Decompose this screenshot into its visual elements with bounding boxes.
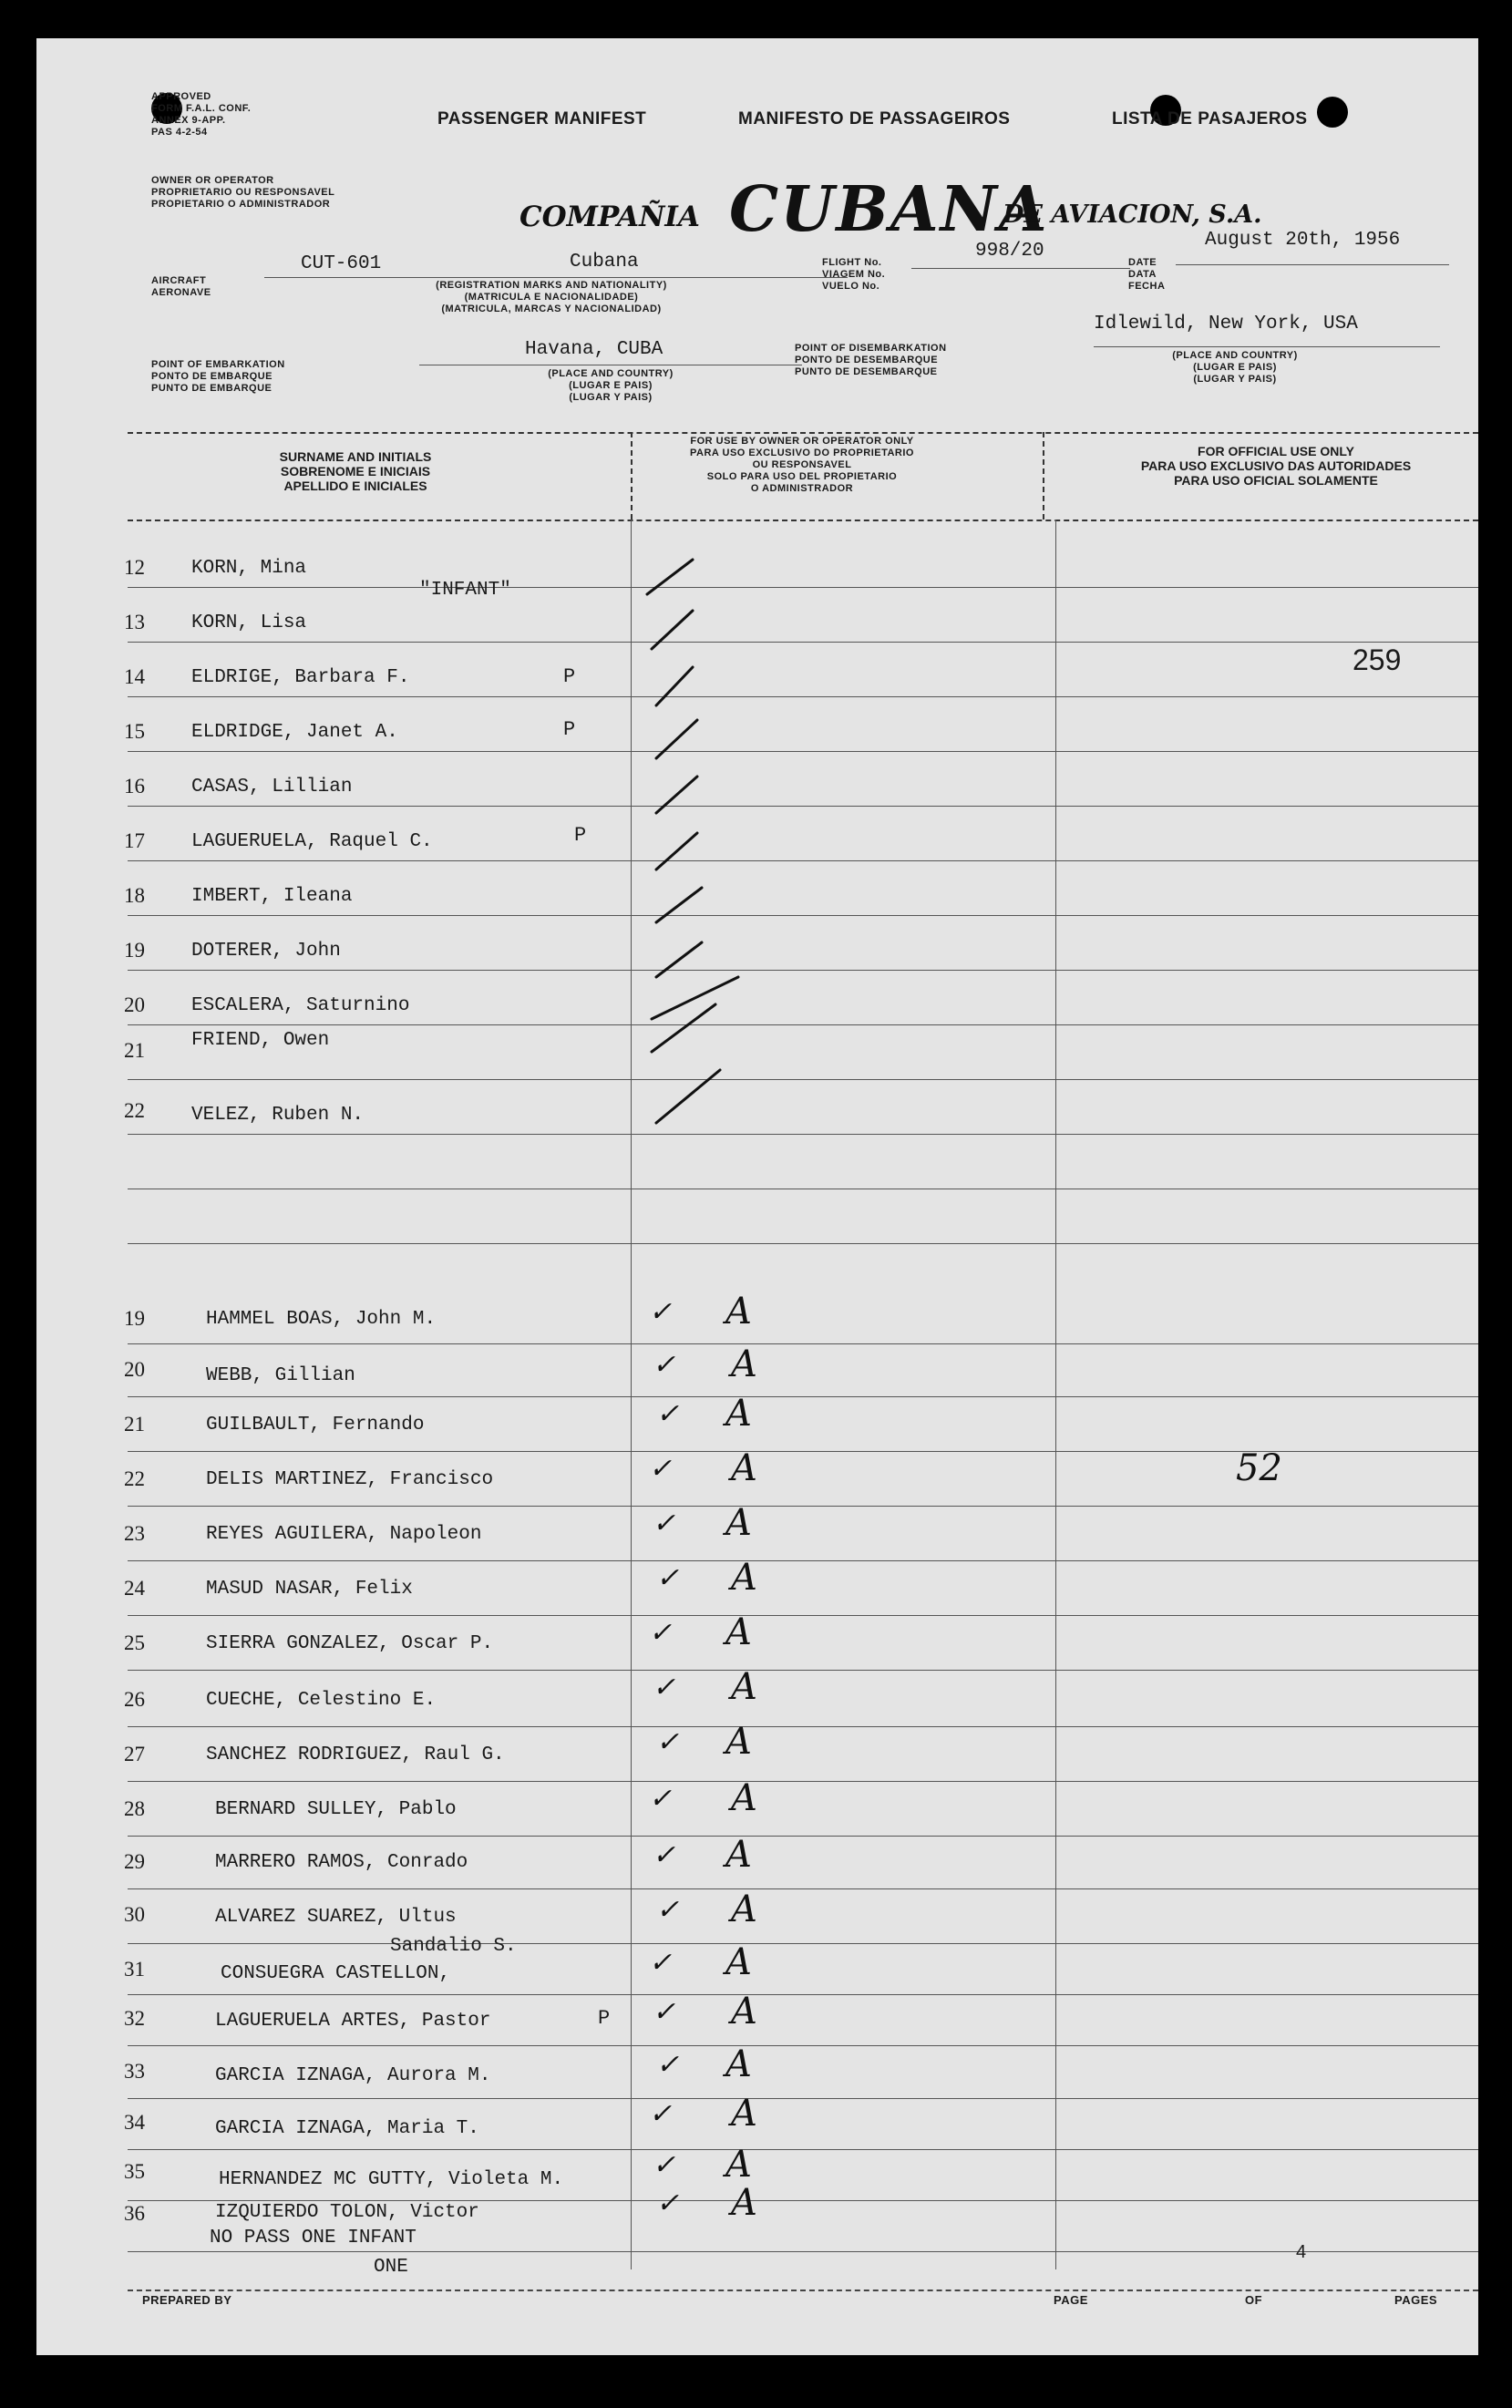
row-rule (128, 2098, 1478, 2099)
passenger-number: 30 (124, 1903, 145, 1926)
owner-check-letter: A (725, 1611, 752, 1653)
footer-rule (128, 2290, 1478, 2291)
passenger-name: ELDRIDGE, Janet A. (191, 722, 398, 743)
owner-check-letter: A (725, 1721, 752, 1763)
embarkation-place-label: (PLACE AND COUNTRY) (548, 368, 674, 379)
approval-line: FORM F.A.L. CONF. (151, 103, 252, 114)
aircraft-label: AERONAVE (151, 287, 211, 298)
column-header-official: FOR OFFICIAL USE ONLY (1198, 444, 1354, 458)
row-rule (128, 1343, 1478, 1344)
company-name-main: CUBANA (729, 173, 1049, 246)
owner-tick-mark: ✓ (653, 1672, 676, 1703)
owner-check-letter: A (731, 1557, 757, 1599)
row-rule (128, 1079, 1478, 1080)
owner-tick-mark: ✓ (656, 1562, 680, 1594)
column-header-official: PARA USO EXCLUSIVO DAS AUTORIDADES (1140, 458, 1412, 473)
owner-check-slashes (602, 549, 784, 1187)
passenger-name: CONSUEGRA CASTELLON, (221, 1963, 451, 1984)
approval-line: APPROVED (151, 91, 211, 102)
row-rule (128, 1134, 1478, 1135)
passenger-number: 20 (124, 1358, 145, 1381)
passenger-number: 17 (124, 829, 145, 852)
embarkation-place-label: (LUGAR E PAIS) (569, 380, 653, 391)
disembarkation-point: Idlewild, New York, USA (1094, 314, 1358, 334)
passenger-name: ELDRIGE, Barbara F. (191, 667, 410, 688)
passenger-row (36, 2160, 1478, 2197)
owner-check-letter: A (725, 1393, 752, 1435)
owner-tick-mark: ✓ (649, 1296, 673, 1328)
owner-tick-mark: ✓ (653, 2149, 676, 2181)
passenger-name: CASAS, Lillian (191, 777, 353, 798)
passenger-name: GARCIA IZNAGA, Maria T. (215, 2118, 479, 2139)
owner-tick-mark: ✓ (649, 1617, 673, 1649)
owner-check-letter: A (731, 2093, 757, 2135)
row-rule (128, 1781, 1478, 1782)
column-header-top-rule (128, 432, 1478, 434)
row-rule (128, 806, 1478, 807)
disembarkation-place-label: (LUGAR E PAIS) (1193, 362, 1277, 373)
column-header-owner: SOLO PARA USO DEL PROPIETARIO (706, 471, 898, 482)
owner-check-letter: A (731, 1666, 757, 1708)
column-header-owner: PARA USO EXCLUSIVO DO PROPRIETARIO (690, 448, 914, 458)
embarkation-place-label: (LUGAR Y PAIS) (569, 392, 653, 403)
row-rule (128, 587, 1478, 588)
passenger-row (36, 1958, 1478, 1994)
passenger-name: KORN, Mina (191, 558, 307, 579)
owner-check-letter: A (725, 2144, 752, 2186)
passenger-name: KORN, Lisa (191, 612, 307, 633)
column-header-names: SURNAME AND INITIALS (279, 449, 432, 464)
passenger-number: 34 (124, 2111, 145, 2134)
owner-tick-mark: ✓ (653, 1839, 676, 1871)
passenger-number: 14 (124, 665, 145, 688)
passenger-number: 20 (124, 993, 145, 1016)
disembarkation-place-label: (LUGAR Y PAIS) (1193, 374, 1277, 385)
flight-label: VUELO No. (822, 281, 880, 292)
date-label: FECHA (1128, 281, 1166, 292)
passenger-number: 24 (124, 1577, 145, 1600)
passenger-flag: P (563, 718, 576, 741)
owner-tick-mark: ✓ (656, 1894, 680, 1926)
passenger-row (36, 1743, 1478, 1779)
row-rule (128, 1396, 1478, 1397)
row-rule (128, 1726, 1478, 1727)
passenger-row (36, 1307, 1478, 1343)
owner-tick-mark: ✓ (649, 1453, 673, 1485)
row-rule (128, 2251, 1478, 2252)
passenger-row (36, 1688, 1478, 1724)
registration-label: (MATRICULA E NACIONALIDADE) (464, 292, 639, 303)
passenger-number: 19 (124, 1307, 145, 1330)
row-rule (128, 1615, 1478, 1616)
row-rule (128, 1943, 1478, 1944)
row-rule (128, 1024, 1478, 1025)
passenger-row (36, 1631, 1478, 1668)
passenger-flag: P (563, 665, 576, 688)
owner-check-letter: A (725, 1502, 752, 1544)
embarkation-label: PUNTO DE EMBARQUE (151, 383, 273, 394)
passenger-name: LAGUERUELA, Raquel C. (191, 831, 433, 852)
owner-label: PROPRIETARIO OU RESPONSAVEL (151, 187, 335, 198)
embarkation-label: PONTO DE EMBARQUE (151, 371, 273, 382)
passenger-name: ESCALERA, Saturnino (191, 995, 410, 1016)
registration-label: (MATRICULA, MARCAS Y NACIONALIDAD) (441, 304, 662, 314)
owner-check-letter: A (731, 1447, 757, 1489)
infant-note: "INFANT" (419, 580, 511, 601)
owner-check-letter: A (731, 1888, 757, 1930)
owner-tick-mark: ✓ (656, 2049, 680, 2081)
approval-line: PAS 4-2-54 (151, 127, 208, 138)
owner-check-letter: A (725, 1834, 752, 1876)
embarkation-point: Havana, CUBA (525, 339, 663, 360)
aircraft-nationality: Cubana (570, 252, 639, 273)
owner-check-letter: A (731, 1343, 757, 1385)
passenger-number: 16 (124, 775, 145, 798)
owner-tick-mark: ✓ (653, 1349, 676, 1381)
passenger-name: WEBB, Gillian (206, 1365, 355, 1386)
official-scribble: 52 (1236, 1447, 1282, 1489)
passenger-name: DELIS MARTINEZ, Francisco (206, 1469, 494, 1490)
date-label: DATA (1128, 269, 1157, 280)
flight-underline (911, 268, 1130, 269)
column-header-owner: O ADMINISTRADOR (750, 483, 854, 494)
row-rule (128, 1670, 1478, 1671)
row-rule (128, 1506, 1478, 1507)
passenger-name: HAMMEL BOAS, John M. (206, 1309, 437, 1330)
passenger-flag: P (598, 2007, 611, 2030)
passenger-row (36, 1797, 1478, 1834)
approval-line: ANNEX 9-APP. (151, 115, 226, 126)
row-rule (128, 1243, 1478, 1244)
passenger-number: 28 (124, 1797, 145, 1820)
row-rule (128, 860, 1478, 861)
passenger-number: 22 (124, 1099, 145, 1122)
passenger-name: VELEZ, Ruben N. (191, 1105, 365, 1126)
flight-label: FLIGHT No. (822, 257, 882, 268)
footer-note: ONE (374, 2257, 408, 2278)
passenger-name: GARCIA IZNAGA, Aurora M. (215, 2065, 491, 2086)
owner-tick-mark: ✓ (656, 1726, 680, 1758)
owner-tick-mark: ✓ (656, 2187, 680, 2219)
flight-label: VIAGEM No. (822, 269, 886, 280)
flight-date: August 20th, 1956 (1205, 230, 1401, 251)
aircraft-underline (264, 277, 848, 278)
passenger-number: 15 (124, 720, 145, 743)
passenger-number: 33 (124, 2060, 145, 2083)
disembarkation-label: POINT OF DISEMBARKATION (795, 343, 947, 354)
passenger-name: LAGUERUELA ARTES, Pastor (215, 2011, 491, 2032)
row-rule (128, 1888, 1478, 1889)
passenger-row (36, 1413, 1478, 1449)
passenger-name: IMBERT, Ileana (191, 886, 353, 907)
passenger-number: 31 (124, 1958, 145, 1981)
passenger-number: 25 (124, 1631, 145, 1654)
manifest-sheet (36, 38, 1478, 2355)
passenger-name: SANCHEZ RODRIGUEZ, Raul G. (206, 1744, 505, 1765)
column-divider (1043, 432, 1044, 520)
passenger-number: 32 (124, 2007, 145, 2030)
passenger-name: ALVAREZ SUAREZ, Ultus (215, 1907, 457, 1928)
row-rule (128, 915, 1478, 916)
column-header-names: SOBRENOME E INICIAIS (280, 464, 431, 479)
passenger-row (36, 2060, 1478, 2096)
owner-check-letter: A (725, 2043, 752, 2085)
sandalio-note: Sandalio S. (390, 1936, 517, 1957)
row-rule (128, 1994, 1478, 1995)
company-name-suffix: DE AVIACION, S.A. (1003, 201, 1262, 229)
passenger-number: 35 (124, 2160, 145, 2183)
column-divider (631, 432, 633, 520)
official-number: 259 (1353, 643, 1402, 676)
passenger-row (36, 1358, 1478, 1394)
passenger-number: 13 (124, 611, 145, 633)
embarkation-label: POINT OF EMBARKATION (151, 359, 285, 370)
page-label: PAGE (1054, 2293, 1088, 2307)
passenger-number: 26 (124, 1688, 145, 1711)
pages-label: PAGES (1394, 2293, 1438, 2307)
passenger-name: BERNARD SULLEY, Pablo (215, 1799, 457, 1820)
column-header-owner: OU RESPONSAVEL (752, 459, 852, 470)
passenger-number: 18 (124, 884, 145, 907)
row-rule (128, 1836, 1478, 1837)
passenger-row (36, 1850, 1478, 1887)
aircraft-label: AIRCRAFT (151, 275, 207, 286)
of-label: OF (1245, 2293, 1263, 2307)
row-rule (128, 751, 1478, 752)
owner-tick-mark: ✓ (656, 1398, 680, 1430)
row-rule (128, 1560, 1478, 1561)
prepared-by-label: PREPARED BY (142, 2293, 232, 2307)
passenger-name: GUILBAULT, Fernando (206, 1415, 425, 1436)
column-header-bottom-rule (128, 520, 1478, 521)
passenger-name: CUECHE, Celestino E. (206, 1690, 437, 1711)
owner-check-letter: A (731, 1991, 757, 2032)
flight-number: 998/20 (975, 241, 1044, 262)
footer-note: NO PASS ONE INFANT (210, 2228, 417, 2248)
disembarkation-label: PUNTO DE DESEMBARQUE (795, 366, 938, 377)
aircraft-registration: CUT-601 (301, 253, 382, 274)
owner-check-letter: A (725, 1291, 752, 1333)
passenger-row (36, 2007, 1478, 2043)
passenger-name: FRIEND, Owen (191, 1030, 330, 1051)
owner-tick-mark: ✓ (653, 1996, 676, 2028)
row-rule (128, 970, 1478, 971)
owner-tick-mark: ✓ (649, 2098, 673, 2130)
passenger-flag: P (574, 824, 587, 847)
passenger-number: 12 (124, 556, 145, 579)
column-header-names: APELLIDO E INICIALES (283, 479, 427, 493)
column-header-official: PARA USO OFICIAL SOLAMENTE (1174, 473, 1378, 488)
passenger-name: MASUD NASAR, Felix (206, 1579, 413, 1600)
passenger-number: 36 (124, 2202, 145, 2225)
passenger-name: MARRERO RAMOS, Conrado (215, 1852, 468, 1873)
punch-hole (1317, 97, 1348, 128)
title-portuguese: MANIFESTO DE PASSAGEIROS (738, 109, 1011, 129)
owner-tick-mark: ✓ (653, 1508, 676, 1539)
column-header-owner: FOR USE BY OWNER OR OPERATOR ONLY (690, 436, 914, 447)
row-rule (128, 696, 1478, 697)
owner-tick-mark: ✓ (649, 1947, 673, 1979)
passenger-row (36, 1577, 1478, 1613)
passenger-name: SIERRA GONZALEZ, Oscar P. (206, 1633, 494, 1654)
passenger-name: DOTERER, John (191, 941, 341, 962)
disembarkation-label: PONTO DE DESEMBARQUE (795, 355, 939, 365)
passenger-number: 19 (124, 939, 145, 962)
owner-label: PROPIETARIO O ADMINISTRADOR (151, 199, 331, 210)
passenger-number: 23 (124, 1522, 145, 1545)
passenger-number: 27 (124, 1743, 145, 1765)
row-rule (128, 2149, 1478, 2150)
passenger-number: 21 (124, 1413, 145, 1436)
passenger-row (36, 2111, 1478, 2147)
owner-check-letter: A (725, 1941, 752, 1983)
passenger-row (36, 1903, 1478, 1940)
page-number: 4 (1296, 2242, 1307, 2262)
disembarkation-place-label: (PLACE AND COUNTRY) (1172, 350, 1298, 361)
row-rule (128, 642, 1478, 643)
passenger-number: 21 (124, 1039, 145, 1062)
owner-check-letter: A (731, 2182, 757, 2224)
passenger-number: 22 (124, 1467, 145, 1490)
disembarkation-underline (1094, 346, 1440, 347)
date-label: DATE (1128, 257, 1157, 268)
title-english: PASSENGER MANIFEST (437, 109, 647, 129)
passenger-number: 29 (124, 1850, 145, 1873)
company-name-prefix: COMPAÑIA (519, 201, 700, 233)
date-underline (1176, 264, 1449, 265)
passenger-name: IZQUIERDO TOLON, Victor (215, 2202, 479, 2223)
passenger-name: HERNANDEZ MC GUTTY, Violeta M. (219, 2169, 564, 2190)
owner-check-letter: A (731, 1777, 757, 1819)
title-spanish: LISTA DE PASAJEROS (1112, 109, 1308, 129)
passenger-row (36, 1522, 1478, 1559)
row-rule (128, 2045, 1478, 2046)
owner-label: OWNER OR OPERATOR (151, 175, 274, 186)
passenger-name: REYES AGUILERA, Napoleon (206, 1524, 482, 1545)
owner-tick-mark: ✓ (649, 1783, 673, 1815)
registration-label: (REGISTRATION MARKS AND NATIONALITY) (436, 280, 667, 291)
